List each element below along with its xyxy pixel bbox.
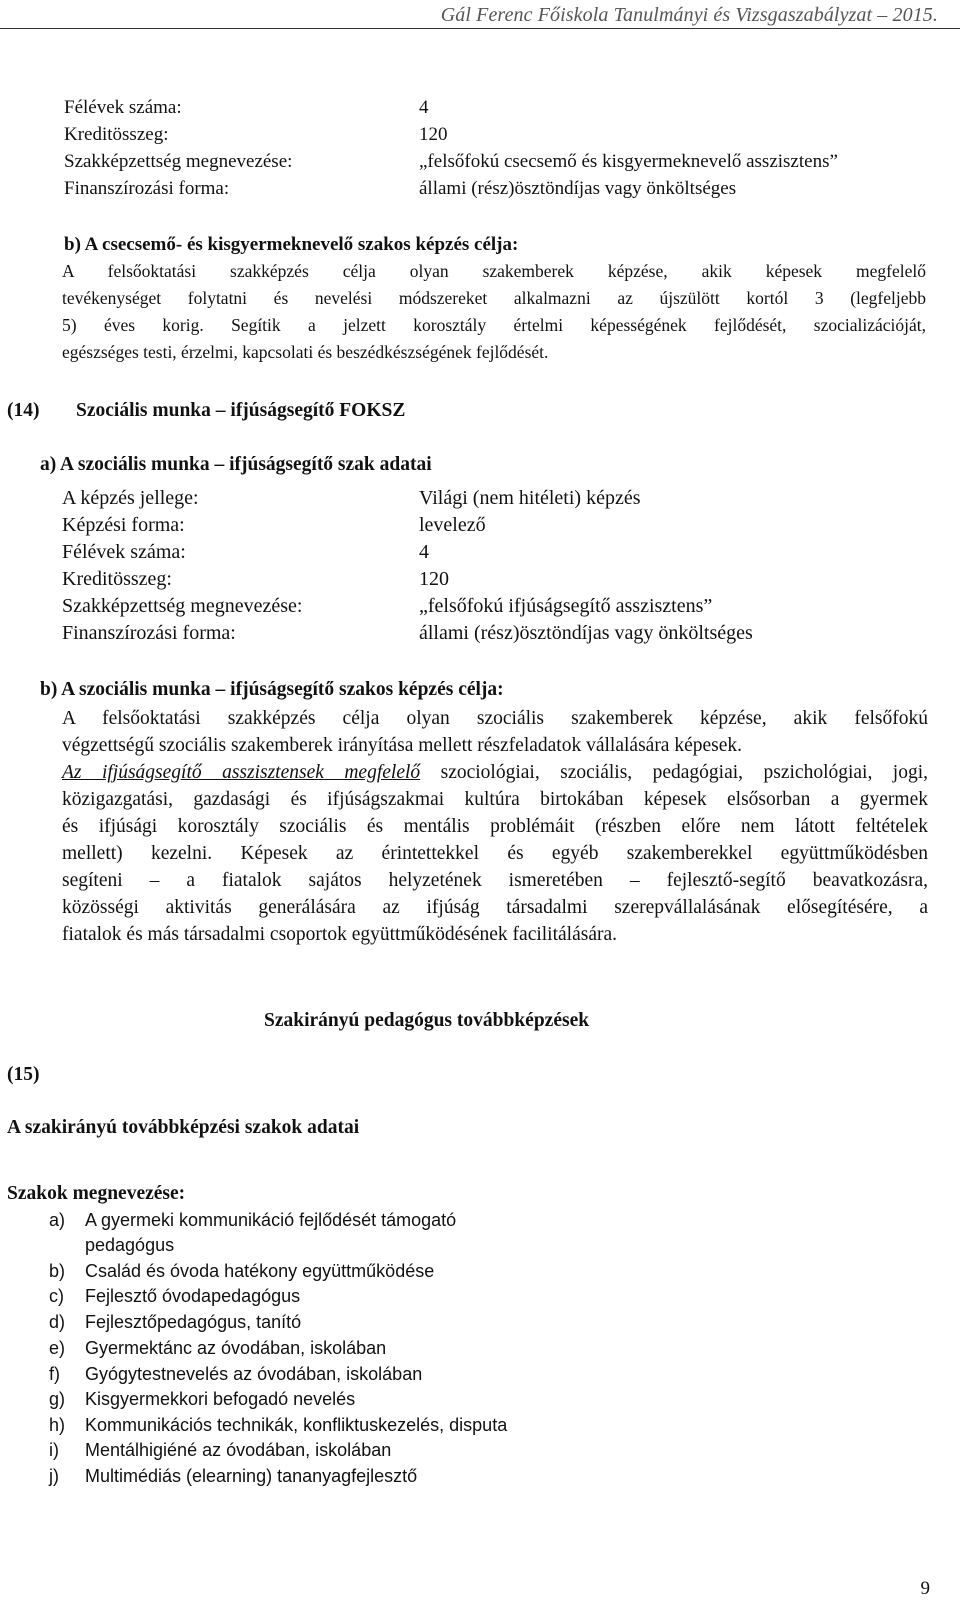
paragraph-line: közösségi aktivitás generálására az ifjúság társadalmi szerepvállalásának elősegítésére, a — [62, 897, 928, 918]
list-letter: g) — [49, 1389, 66, 1409]
paragraph-line: fiatalok és más társadalmi csoportok együttműködésének facilitálására. — [62, 924, 618, 945]
list-letter: i) — [49, 1440, 59, 1460]
list-item — [49, 1312, 301, 1333]
paragraph-line: közigazgatási, gazdasági és ifjúságszakmai kultúra birtokában képesek elsősorban a gyermek — [62, 789, 928, 810]
list-text: Kommunikációs technikák, konfliktuskezelés, disputa — [85, 1415, 508, 1435]
kv-value: 120 — [419, 124, 448, 145]
list-item — [49, 1466, 417, 1487]
paragraph-line-with-lead — [62, 759, 928, 786]
section-14-number: (14) — [7, 400, 40, 421]
list-text: A gyermeki kommunikáció fejlődését támogató — [85, 1210, 457, 1230]
list-letter: h) — [49, 1415, 66, 1435]
list-text: Kisgyermekkori befogadó nevelés — [85, 1389, 356, 1409]
section-14-subheading: a) A szociális munka – ifjúságsegítő szak adatai — [40, 454, 432, 475]
header-rule — [0, 28, 960, 29]
kv-value: levelező — [419, 514, 486, 536]
kv-label: Félévek száma: — [62, 541, 186, 563]
paragraph-line: végzettségű szociális szakemberek irányítása mellett részfeladatok vállalására képesek. — [62, 735, 743, 756]
paragraph-line: A felsőoktatási szakképzés célja olyan szakemberek képzése, akik képesek megfelelő — [62, 261, 926, 281]
header-title: Gál Ferenc Főiskola Tanulmányi és Vizsgaszabályzat – 2015. — [440, 4, 938, 26]
page-number: 9 — [920, 1578, 930, 1599]
paragraph-line: 5) éves korig. Segítik a jelzett korosztály értelmi képességének fejlődését, szocializációját, — [62, 315, 926, 335]
section-15-subtitle: A szakirányú továbbképzési szakok adatai — [7, 1117, 360, 1138]
section-14-goal-paragraph — [62, 705, 928, 948]
list-item — [49, 1415, 507, 1436]
section-15-number: (15) — [7, 1064, 40, 1085]
paragraph-line: A felsőoktatási szakképzés célja olyan szociális szakemberek képzése, akik felsőfokú — [62, 708, 928, 729]
section-14-goal-heading: b) A szociális munka – ifjúságsegítő szakos képzés célja: — [40, 679, 504, 700]
line-rest: szociológiai, szociális, pedagógiai, pszichológiai, jogi, — [440, 762, 929, 783]
paragraph-line: egészséges testi, érzelmi, kapcsolati és beszédkészségének fejlődését. — [62, 342, 549, 362]
kv-value: „felsőfokú csecsemő és kisgyermeknevelő asszisztens” — [419, 151, 838, 172]
section-14-title: Szociális munka – ifjúságsegítő FOKSZ — [76, 400, 406, 421]
kv-label: Finanszírozási forma: — [64, 178, 230, 199]
list-text: Gyógytestnevelés az óvodában, iskolában — [85, 1364, 423, 1384]
kv-value: 4 — [419, 97, 429, 118]
kv-value: „felsőfokú ifjúságsegítő asszisztens” — [419, 595, 713, 617]
list-item — [49, 1286, 300, 1307]
kv-label: Finanszírozási forma: — [62, 622, 236, 644]
list-heading: Szakok megnevezése: — [7, 1183, 186, 1204]
list-item — [49, 1338, 386, 1359]
list-letter: f) — [49, 1364, 60, 1384]
kv-value: 4 — [419, 541, 429, 563]
kv-label: Szakképzettség megnevezése: — [62, 595, 303, 617]
section-b1-heading: b) A csecsemő- és kisgyermeknevelő szakos képzés célja: — [64, 234, 519, 255]
list-letter: e) — [49, 1338, 66, 1358]
list-letter: b) — [49, 1261, 66, 1281]
list-item — [49, 1389, 355, 1410]
kv-label: Kreditösszeg: — [62, 568, 172, 590]
list-item-continuation: pedagógus — [85, 1235, 175, 1255]
list-text: Fejlesztőpedagógus, tanító — [85, 1312, 302, 1332]
list-text: Fejlesztő óvodapedagógus — [85, 1286, 301, 1306]
list-item — [49, 1364, 422, 1385]
list-text: Mentálhigiéné az óvodában, iskolában — [85, 1440, 392, 1460]
italic-lead: Az ifjúságsegítő asszisztensek megfelelő — [62, 762, 421, 783]
kv-value: 120 — [419, 568, 449, 590]
list-letter: j) — [49, 1466, 59, 1486]
kv-label: Szakképzettség megnevezése: — [64, 151, 293, 172]
list-item — [49, 1210, 456, 1231]
kv-label: Képzési forma: — [62, 514, 185, 536]
section-b1-paragraph — [62, 258, 926, 366]
page-header — [0, 0, 960, 30]
kv-value: állami (rész)ösztöndíjas vagy önköltséges — [419, 178, 737, 199]
paragraph-line: mellett) kezelni. Képesek az érintettekkel és egyéb szakemberekkel együttműködésben — [62, 843, 928, 864]
paragraph-line: és ifjúsági korosztály szociális és mentális problémáit (részben előre nem látott feltételek — [62, 816, 928, 837]
paragraph-line: segíteni – a fiatalok sajátos helyzetének ismeretében – fejlesztő-segítő beavatkozásra, — [62, 870, 928, 891]
list-letter: c) — [49, 1286, 64, 1306]
kv-label: Félévek száma: — [64, 97, 182, 118]
section-15-center-title: Szakirányú pedagógus továbbképzések — [264, 1010, 590, 1031]
list-letter: d) — [49, 1312, 66, 1332]
list-text: Gyermektánc az óvodában, iskolában — [85, 1338, 387, 1358]
list-text: Család és óvoda hatékony együttműködése — [85, 1261, 435, 1281]
list-text: Multimédiás (elearning) tananyagfejlesztő — [85, 1466, 418, 1486]
list-letter: a) — [49, 1210, 66, 1230]
kv-value: állami (rész)ösztöndíjas vagy önköltséges — [419, 622, 753, 644]
list-item — [49, 1261, 434, 1282]
kv-label: A képzés jellege: — [62, 487, 199, 509]
list-item — [49, 1440, 391, 1461]
paragraph-line: tevékenységet folytatni és nevelési módszereket alkalmazni az újszülött kortól 3 (legfeljebb — [62, 288, 926, 308]
kv-value: Világi (nem hitéleti) képzés — [419, 487, 641, 509]
kv-label: Kreditösszeg: — [64, 124, 169, 145]
